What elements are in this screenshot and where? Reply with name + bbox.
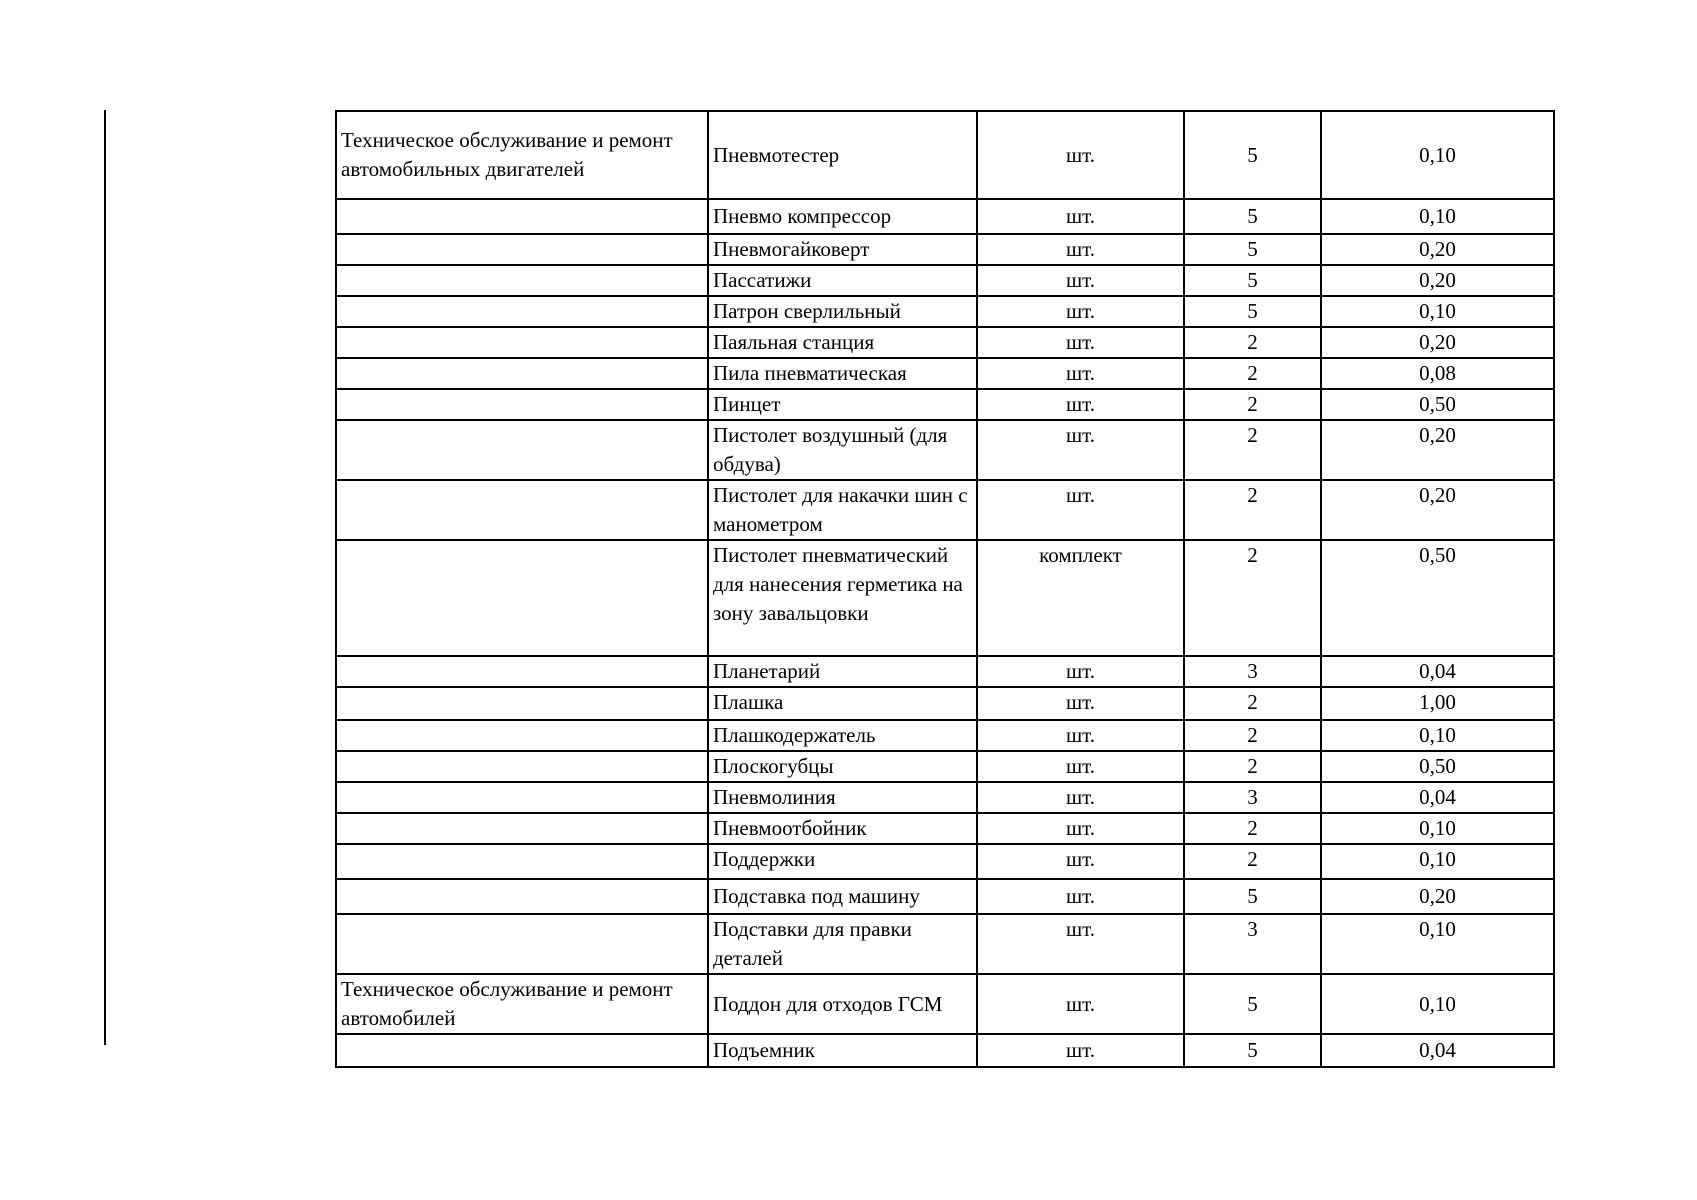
table-row [336, 751, 1554, 782]
norm-cell: 0,04 [1321, 656, 1554, 687]
section-cell [336, 234, 708, 265]
unit-cell: шт. [977, 199, 1184, 234]
section-cell [336, 1034, 708, 1067]
quantity-cell: 2 [1184, 540, 1321, 656]
section-cell [336, 327, 708, 358]
table-row [336, 358, 1554, 389]
item-name-cell: Пистолет для накачки шин с манометром [708, 480, 977, 540]
table-row [336, 782, 1554, 813]
quantity-cell: 2 [1184, 389, 1321, 420]
quantity-cell: 5 [1184, 879, 1321, 914]
quantity-cell: 2 [1184, 844, 1321, 879]
unit-cell: шт. [977, 687, 1184, 720]
item-name-cell: Пневмогайковерт [708, 234, 977, 265]
quantity-cell: 2 [1184, 751, 1321, 782]
quantity-cell: 2 [1184, 358, 1321, 389]
table-row [336, 111, 1554, 199]
norm-cell: 0,10 [1321, 111, 1554, 199]
section-cell: Техническое обслуживание и ремонт автомобильных двигателей [336, 111, 708, 199]
table-row [336, 844, 1554, 879]
norm-cell: 0,10 [1321, 296, 1554, 327]
item-name-cell: Плоскогубцы [708, 751, 977, 782]
table-row [336, 879, 1554, 914]
section-cell [336, 687, 708, 720]
item-name-cell: Пневмотестер [708, 111, 977, 199]
table-row [336, 234, 1554, 265]
quantity-cell: 2 [1184, 480, 1321, 540]
quantity-cell: 2 [1184, 420, 1321, 480]
table-row [336, 480, 1554, 540]
unit-cell: шт. [977, 480, 1184, 540]
item-name-cell: Пинцет [708, 389, 977, 420]
table-row [336, 540, 1554, 656]
section-cell [336, 751, 708, 782]
norm-cell: 0,10 [1321, 813, 1554, 844]
item-name-cell: Планетарий [708, 656, 977, 687]
norm-cell: 0,10 [1321, 974, 1554, 1034]
table-row [336, 296, 1554, 327]
unit-cell: шт. [977, 358, 1184, 389]
item-name-cell: Поддон для отходов ГСМ [708, 974, 977, 1034]
norm-cell: 0,10 [1321, 844, 1554, 879]
section-cell: Техническое обслуживание и ремонт автомобилей [336, 974, 708, 1034]
unit-cell: шт. [977, 327, 1184, 358]
quantity-cell: 2 [1184, 687, 1321, 720]
quantity-cell: 3 [1184, 914, 1321, 974]
item-name-cell: Пассатижи [708, 265, 977, 296]
item-name-cell: Пистолет пневматический для нанесения герметика на зону завальцовки [708, 540, 977, 656]
section-cell [336, 296, 708, 327]
item-name-cell: Подставки для правки деталей [708, 914, 977, 974]
unit-cell: шт. [977, 844, 1184, 879]
unit-cell: шт. [977, 111, 1184, 199]
item-name-cell: Пистолет воздушный (для обдува) [708, 420, 977, 480]
section-cell [336, 199, 708, 234]
section-cell [336, 914, 708, 974]
quantity-cell: 5 [1184, 265, 1321, 296]
item-name-cell: Подъемник [708, 1034, 977, 1067]
unit-cell: шт. [977, 656, 1184, 687]
unit-cell: шт. [977, 813, 1184, 844]
section-cell [336, 782, 708, 813]
norm-cell: 0,50 [1321, 751, 1554, 782]
table-row [336, 1034, 1554, 1067]
equipment-table [335, 110, 1555, 1068]
unit-cell: шт. [977, 265, 1184, 296]
unit-cell: комплект [977, 540, 1184, 656]
norm-cell: 0,10 [1321, 720, 1554, 751]
norm-cell: 0,20 [1321, 327, 1554, 358]
item-name-cell: Плашкодержатель [708, 720, 977, 751]
section-cell [336, 540, 708, 656]
table-row [336, 327, 1554, 358]
unit-cell: шт. [977, 782, 1184, 813]
quantity-cell: 3 [1184, 656, 1321, 687]
norm-cell: 0,20 [1321, 480, 1554, 540]
section-cell [336, 265, 708, 296]
quantity-cell: 5 [1184, 199, 1321, 234]
norm-cell: 0,10 [1321, 199, 1554, 234]
item-name-cell: Поддержки [708, 844, 977, 879]
norm-cell: 0,08 [1321, 358, 1554, 389]
table-row [336, 974, 1554, 1034]
quantity-cell: 2 [1184, 327, 1321, 358]
table-row [336, 265, 1554, 296]
quantity-cell: 3 [1184, 782, 1321, 813]
unit-cell: шт. [977, 296, 1184, 327]
quantity-cell: 5 [1184, 1034, 1321, 1067]
item-name-cell: Паяльная станция [708, 327, 977, 358]
unit-cell: шт. [977, 751, 1184, 782]
unit-cell: шт. [977, 389, 1184, 420]
norm-cell: 0,20 [1321, 265, 1554, 296]
item-name-cell: Пила пневматическая [708, 358, 977, 389]
unit-cell: шт. [977, 720, 1184, 751]
quantity-cell: 5 [1184, 111, 1321, 199]
item-name-cell: Плашка [708, 687, 977, 720]
table-row [336, 389, 1554, 420]
table-row [336, 420, 1554, 480]
norm-cell: 1,00 [1321, 687, 1554, 720]
norm-cell: 0,20 [1321, 879, 1554, 914]
section-cell [336, 720, 708, 751]
table-row [336, 813, 1554, 844]
section-cell [336, 480, 708, 540]
quantity-cell: 5 [1184, 296, 1321, 327]
table-row [336, 687, 1554, 720]
section-cell [336, 813, 708, 844]
item-name-cell: Пневмоотбойник [708, 813, 977, 844]
table-row [336, 199, 1554, 234]
page-margin-line [104, 110, 106, 1045]
unit-cell: шт. [977, 974, 1184, 1034]
table-row [336, 914, 1554, 974]
item-name-cell: Патрон сверлильный [708, 296, 977, 327]
quantity-cell: 5 [1184, 234, 1321, 265]
item-name-cell: Подставка под машину [708, 879, 977, 914]
item-name-cell: Пневмо компрессор [708, 199, 977, 234]
unit-cell: шт. [977, 420, 1184, 480]
norm-cell: 0,20 [1321, 420, 1554, 480]
unit-cell: шт. [977, 234, 1184, 265]
norm-cell: 0,04 [1321, 1034, 1554, 1067]
section-cell [336, 420, 708, 480]
unit-cell: шт. [977, 1034, 1184, 1067]
section-cell [336, 879, 708, 914]
norm-cell: 0,20 [1321, 234, 1554, 265]
section-cell [336, 358, 708, 389]
section-cell [336, 656, 708, 687]
norm-cell: 0,50 [1321, 540, 1554, 656]
norm-cell: 0,50 [1321, 389, 1554, 420]
norm-cell: 0,04 [1321, 782, 1554, 813]
item-name-cell: Пневмолиния [708, 782, 977, 813]
unit-cell: шт. [977, 879, 1184, 914]
table-row [336, 720, 1554, 751]
section-cell [336, 389, 708, 420]
table-row [336, 656, 1554, 687]
unit-cell: шт. [977, 914, 1184, 974]
norm-cell: 0,10 [1321, 914, 1554, 974]
quantity-cell: 2 [1184, 720, 1321, 751]
quantity-cell: 5 [1184, 974, 1321, 1034]
quantity-cell: 2 [1184, 813, 1321, 844]
section-cell [336, 844, 708, 879]
